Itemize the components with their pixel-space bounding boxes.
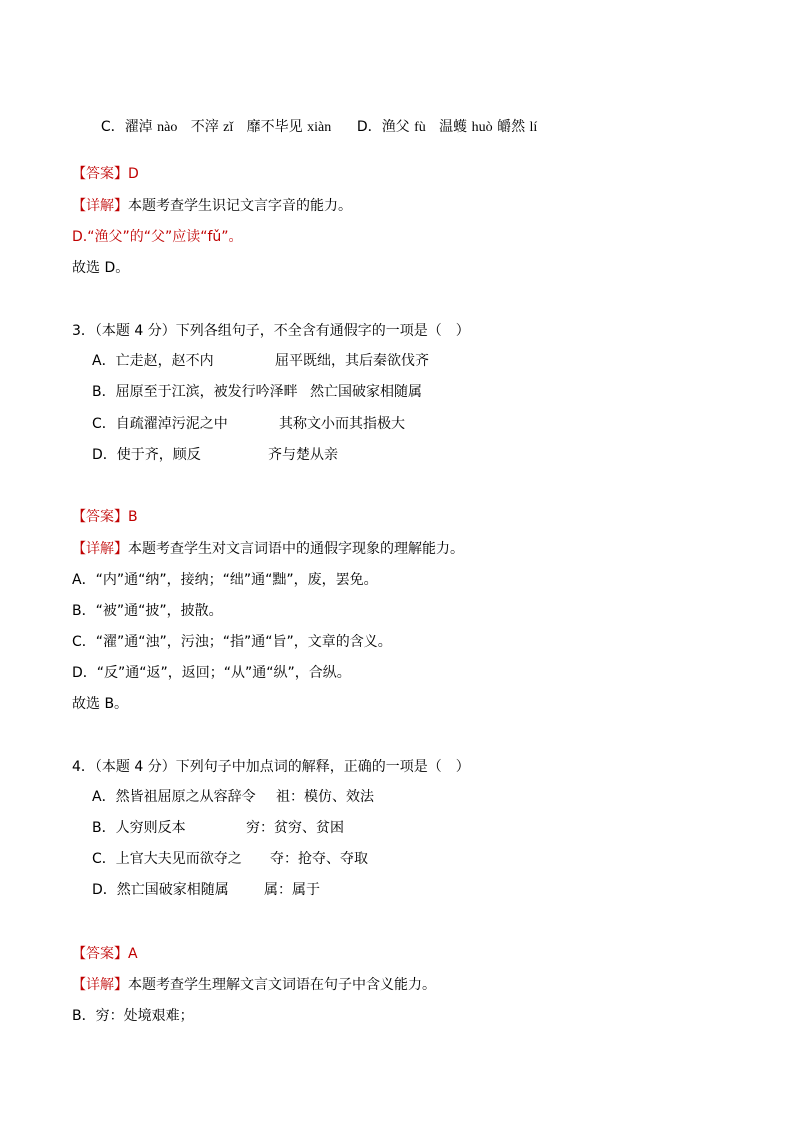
option-term: 濯淖: [124, 119, 153, 135]
q2-conclusion: 故选 D。: [72, 260, 130, 276]
option-term: 靡不毕见: [246, 119, 303, 135]
q4-stem: 4．（本题 4 分）下列句子中加点词的解释，正确的一项是（ ）: [72, 759, 470, 775]
q4-option-c: [92, 850, 242, 868]
option-term: 温蠖: [439, 119, 468, 135]
answer-tag: 【答案】: [72, 166, 128, 182]
pinyin: lí: [529, 120, 538, 135]
pinyin: fù: [414, 120, 426, 135]
pinyin: nào: [157, 120, 178, 135]
q4-detail: [72, 976, 436, 994]
q4-answer: [72, 945, 138, 963]
option-text: 上官大夫见而欲夺之: [115, 851, 242, 867]
q3-explanation-b: B．“被”通“披”，披散。: [72, 603, 223, 619]
pinyin: xiàn: [307, 120, 332, 135]
option-text: 然皆祖屈原之从容辞令: [115, 789, 256, 805]
q2-detail: [72, 197, 352, 215]
option-label: C．: [92, 851, 116, 867]
option-label: B．: [92, 820, 116, 836]
q4-explanation-b: B．穷：处境艰难；: [72, 1008, 194, 1024]
pinyin: huò: [471, 120, 493, 135]
answer-value: A: [128, 946, 138, 962]
answer-tag: 【答案】: [72, 946, 128, 962]
option-term: 不滓: [190, 119, 219, 135]
option-text: 屈原至于江滨，被发行吟泽畔: [115, 384, 298, 400]
q4-option-b: [92, 819, 186, 837]
option-label: A．: [92, 353, 116, 369]
option-term: 渔父: [381, 119, 410, 135]
option-text: 人穷则反本: [115, 820, 186, 836]
option-label: C．: [100, 119, 125, 135]
q4-option-b-gloss: 穷：贫穷、贫困: [246, 820, 344, 836]
q4-option-d: [92, 881, 229, 899]
q3-explanation-d: D．“反”通“返”，返回；“从”通“纵”，合纵。: [72, 665, 351, 681]
option-text: 然亡国破家相随属: [116, 882, 229, 898]
q2-explanation: D.“渔父”的“父”应读“fǔ”。: [72, 229, 243, 245]
option-label: D．: [92, 447, 117, 463]
q3-explanation-c: C．“濯”通“浊”，污浊；“指”通“旨”，文章的含义。: [72, 634, 392, 650]
q3-explanation-a: A．“内”通“纳”，接纳；“绌”通“黜”，废，罢免。: [72, 572, 378, 588]
q3-option-d: [92, 446, 201, 464]
q3-option-c: [92, 415, 228, 433]
q4-option-c-gloss: 夺：抢夺、夺取: [270, 851, 368, 867]
option-text: 亡走赵，赵不内: [115, 353, 214, 369]
q3-option-d-second: 齐与楚从亲: [268, 447, 338, 463]
answer-tag: 【答案】: [72, 509, 128, 525]
q4-option-d-gloss: 属：属于: [264, 882, 320, 898]
q2-option-d: [348, 100, 538, 135]
detail-text: 本题考查学生对文言词语中的通假字现象的理解能力。: [128, 541, 464, 557]
option-text: 使于齐，顾反: [116, 447, 201, 463]
detail-tag: 【详解】: [72, 541, 128, 557]
q3-option-c-second: 其称文小而其指极大: [279, 416, 405, 432]
option-label: A．: [92, 789, 116, 805]
detail-text: 本题考查学生理解文言文词语在句子中含义能力。: [128, 977, 436, 993]
q4-option-a: [92, 788, 256, 806]
answer-value: D: [128, 166, 139, 182]
q3-option-a-second: 屈平既绌，其后秦欲伐齐: [275, 353, 429, 369]
option-label: D．: [356, 119, 382, 135]
q3-option-a: [92, 352, 214, 370]
q3-detail: [72, 540, 464, 558]
option-label: B．: [92, 384, 116, 400]
answer-value: B: [128, 509, 138, 525]
detail-text: 本题考查学生识记文言字音的能力。: [128, 198, 352, 214]
option-text: 自疏濯淖污泥之中: [115, 416, 228, 432]
q3-stem: 3．（本题 4 分）下列各组句子，不全含有通假字的一项是（ ）: [72, 323, 470, 339]
option-label: D．: [92, 882, 117, 898]
q3-answer: [72, 508, 138, 526]
pinyin: zǐ: [223, 120, 234, 135]
detail-tag: 【详解】: [72, 977, 128, 993]
q3-conclusion: 故选 B。: [72, 696, 129, 712]
option-term: 皭然: [497, 119, 526, 135]
q2-answer: [72, 165, 139, 183]
q3-option-b: [92, 383, 298, 401]
option-label: C．: [92, 416, 116, 432]
q2-option-c: [92, 100, 332, 135]
q3-option-b-second: 然亡国破家相随属: [310, 384, 422, 400]
q4-option-a-gloss: 祖：模仿、效法: [276, 789, 374, 805]
detail-tag: 【详解】: [72, 198, 128, 214]
